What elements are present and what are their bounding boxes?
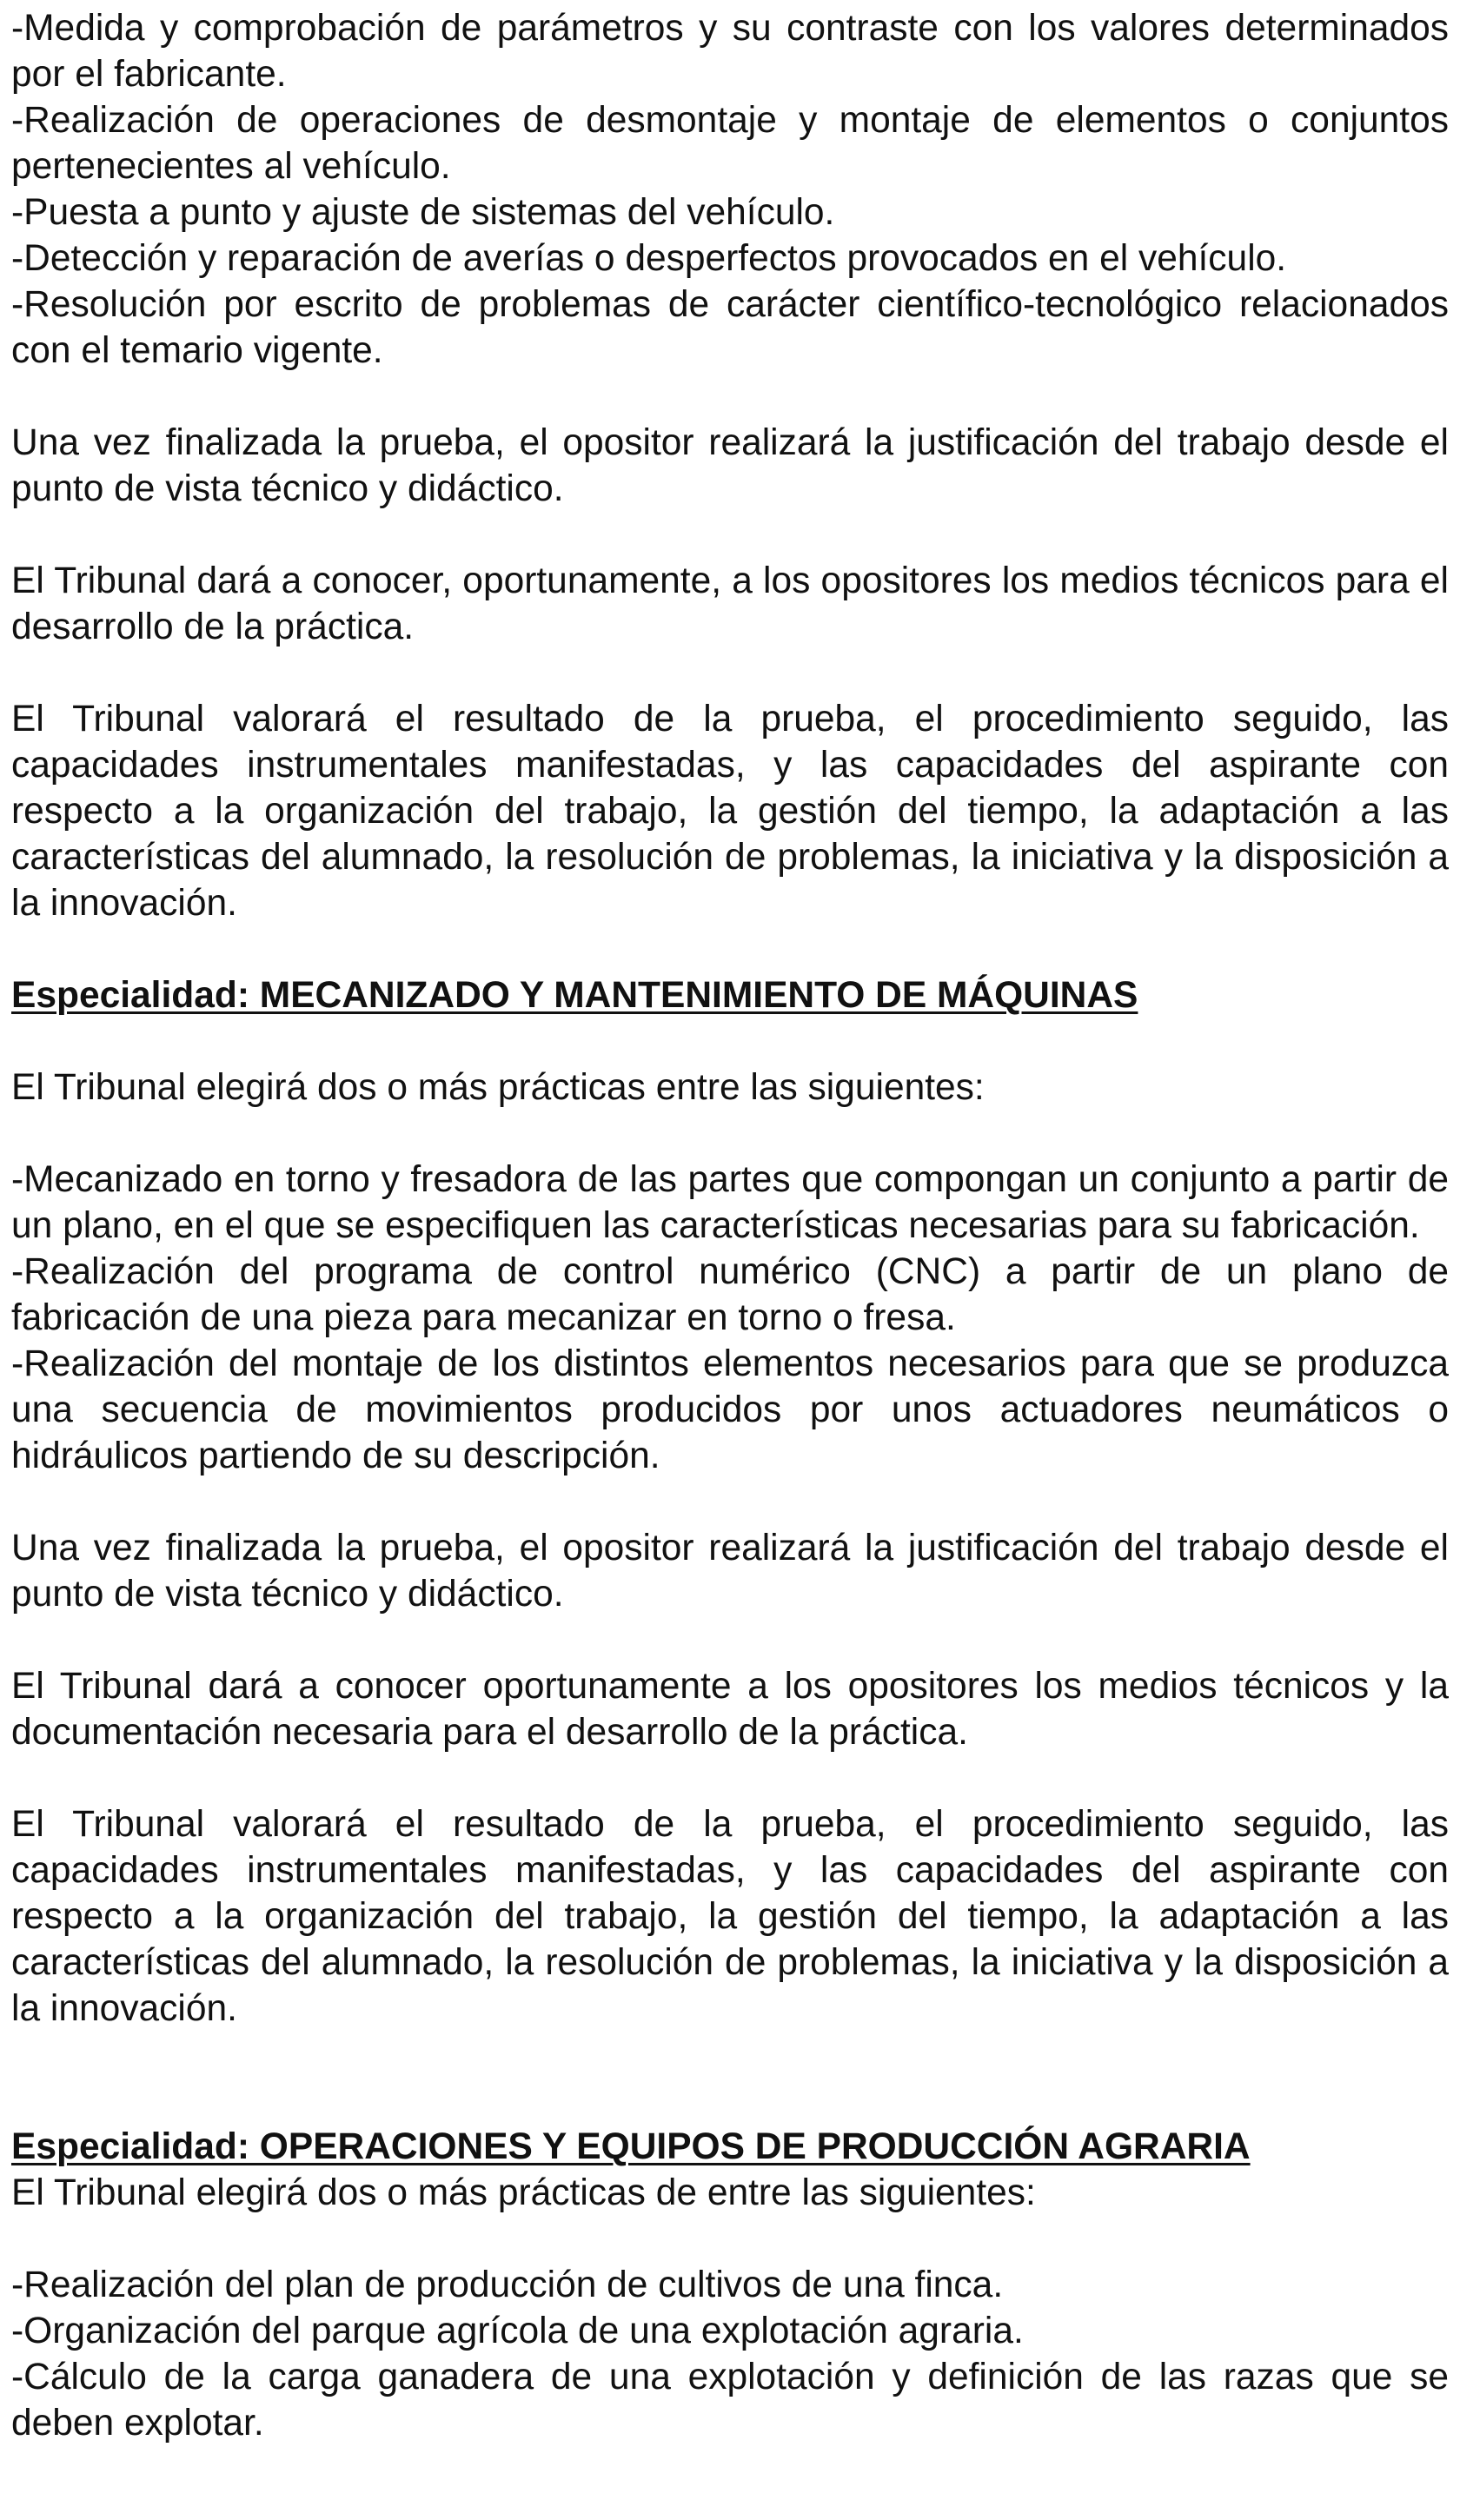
- evaluation-paragraph: El Tribunal valorará el resultado de la prueba, el procedimiento seguido, las capacidades instrumentales manifestadas, y las capacidades del aspirante con respecto a la organización del trabajo, la gestión del tiempo, la adaptación a las características del alumnado, la resolución de problemas, la iniciativa y la disposición a la innovación.: [11, 1804, 1449, 2029]
- means-paragraph: El Tribunal dará a conocer, oportunamente, a los opositores los medios técnicos para el desarrollo de la práctica.: [11, 560, 1449, 647]
- spacer: [11, 1755, 1449, 1801]
- spacer: [11, 374, 1449, 420]
- means-paragraph: El Tribunal dará a conocer oportunamente a los opositores los medios técnicos y la documentación necesaria para el desarrollo de la práctica.: [11, 1666, 1449, 1753]
- justification-paragraph: Una vez finalizada la prueba, el opositor realizará la justificación del trabajo desde el punto de vista técnico y didáctico.: [11, 422, 1449, 509]
- list-item: -Mecanizado en torno y fresadora de las partes que compongan un conjunto a partir de un plano, en el que se especifiquen las características necesarias para su fabricación.: [11, 1159, 1449, 1246]
- section-mecanizado: [11, 972, 1449, 2124]
- list-item: -Medida y comprobación de parámetros y su contraste con los valores determinados por el fabricante.: [11, 8, 1449, 95]
- justification-paragraph: Una vez finalizada la prueba, el opositor realizará la justificación del trabajo desde el punto de vista técnico y didáctico.: [11, 1528, 1449, 1615]
- intro-paragraph: El Tribunal elegirá dos o más prácticas entre las siguientes:: [11, 1067, 985, 1108]
- list-item: -Realización de operaciones de desmontaje y montaje de elementos o conjuntos pertenecientes al vehículo.: [11, 100, 1449, 187]
- spacer: [11, 1479, 1449, 1525]
- intro-paragraph: El Tribunal elegirá dos o más prácticas de entre las siguientes:: [11, 2172, 1036, 2213]
- list-item: -Organización del parque agrícola de una explotación agraria.: [11, 2311, 1024, 2351]
- list-item: -Cálculo de la carga ganadera de una explotación y definición de las razas que se deben explotar.: [11, 2357, 1449, 2444]
- list-item: -Realización del montaje de los distintos elementos necesarios para que se produzca una secuencia de movimientos producidos por unos actuadores neumáticos o hidráulicos partiendo de su descripción.: [11, 1343, 1449, 1476]
- section-heading: Especialidad: MECANIZADO Y MANTENIMIENTO DE MÁQUINAS: [11, 975, 1138, 1016]
- document-page: [11, 5, 1449, 2446]
- spacer: [11, 2032, 1449, 2124]
- spacer: [11, 650, 1449, 696]
- spacer: [11, 1111, 1449, 1157]
- spacer: [11, 512, 1449, 558]
- section-agraria: [11, 2124, 1449, 2446]
- spacer: [11, 2216, 1449, 2262]
- list-item: -Realización del programa de control numérico (CNC) a partir de un plano de fabricación de una pieza para mecanizar en torno o fresa.: [11, 1251, 1449, 1338]
- list-item: -Detección y reparación de averías o desperfectos provocados en el vehículo.: [11, 238, 1287, 279]
- list-item: -Puesta a punto y ajuste de sistemas del vehículo.: [11, 192, 835, 233]
- spacer: [11, 1617, 1449, 1663]
- spacer: [11, 1018, 1449, 1064]
- section-heading: Especialidad: OPERACIONES Y EQUIPOS DE PRODUCCIÓN AGRARIA: [11, 2126, 1251, 2167]
- list-item: -Realización del plan de producción de cultivos de una finca.: [11, 2265, 1004, 2305]
- section-automocion: [11, 5, 1449, 972]
- spacer: [11, 926, 1449, 972]
- list-item: -Resolución por escrito de problemas de carácter científico-tecnológico relacionados con el temario vigente.: [11, 284, 1449, 371]
- evaluation-paragraph: El Tribunal valorará el resultado de la prueba, el procedimiento seguido, las capacidades instrumentales manifestadas, y las capacidades del aspirante con respecto a la organización del trabajo, la gestión del tiempo, la adaptación a las características del alumnado, la resolución de problemas, la iniciativa y la disposición a la innovación.: [11, 699, 1449, 924]
